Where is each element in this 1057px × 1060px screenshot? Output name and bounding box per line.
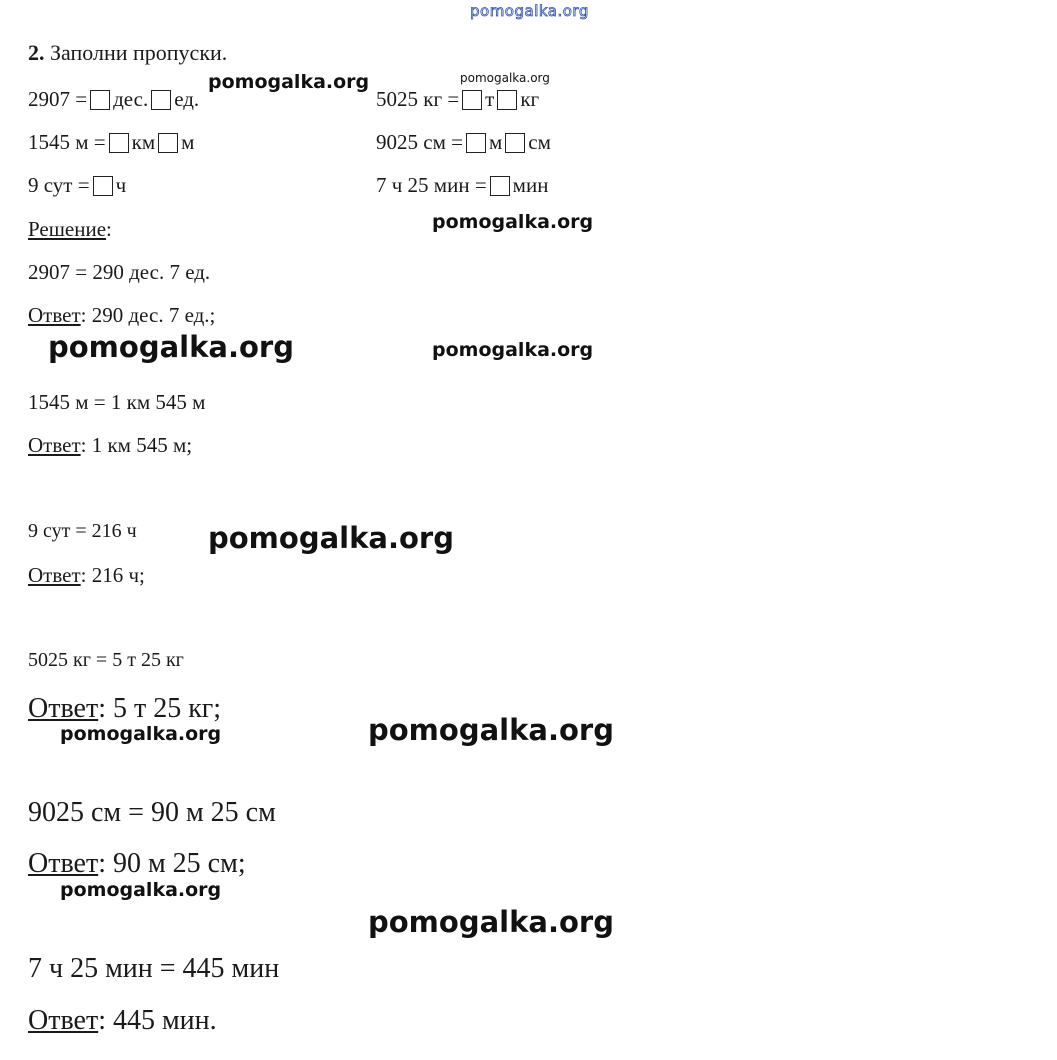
exercise-left: 5025 кг =	[376, 87, 460, 111]
answer-label: Ответ	[28, 693, 99, 724]
answer-label: Ответ	[28, 433, 81, 457]
unit-label: кг	[520, 87, 540, 111]
answer-value: : 290 дес. 7 ед.;	[80, 303, 216, 327]
unit-label: м	[181, 130, 195, 154]
task-heading	[28, 40, 227, 66]
answer-label: Ответ	[28, 848, 99, 879]
answer-value: : 216 ч;	[80, 563, 145, 587]
exercise-left: 9025 см =	[376, 130, 463, 154]
answer-box[interactable]	[90, 90, 110, 110]
answer-label: Ответ	[28, 303, 81, 327]
exercise-row	[376, 173, 548, 198]
answer-line	[28, 303, 215, 328]
unit-label: м	[488, 130, 503, 154]
answer-line	[28, 848, 246, 880]
solution-equation: 2907 = 290 дес. 7 ед.	[28, 260, 211, 284]
exercise-row	[28, 130, 194, 155]
unit-label: мин	[512, 173, 549, 197]
answer-line	[28, 693, 221, 725]
watermark: pomogalka.org	[60, 879, 222, 901]
exercise-row	[376, 130, 551, 155]
answer-label: Ответ	[28, 563, 81, 587]
watermark: pomogalka.org	[60, 723, 222, 745]
unit-label: дес.	[113, 87, 149, 111]
watermark: pomogalka.org	[208, 521, 454, 555]
answer-box[interactable]	[505, 133, 525, 153]
watermark: pomogalka.org	[432, 211, 594, 233]
solution-equation: 9 сут = 216 ч	[28, 520, 137, 542]
unit-label: т	[485, 87, 495, 111]
watermark: pomogalka.org	[460, 71, 550, 85]
exercise-left: 1545 м =	[28, 130, 106, 154]
answer-box[interactable]	[151, 90, 171, 110]
answer-box[interactable]	[497, 90, 517, 110]
answer-box[interactable]	[490, 176, 510, 196]
task-title: Заполни пропуски.	[50, 40, 228, 65]
exercise-left: 9 сут =	[28, 173, 90, 197]
answer-value: : 5 т 25 кг;	[98, 693, 222, 724]
answer-box[interactable]	[466, 133, 486, 153]
watermark: pomogalka.org	[48, 330, 294, 364]
watermark: pomogalka.org	[368, 713, 614, 747]
solution-equation: 9025 см = 90 м 25 см	[28, 797, 276, 828]
watermark: pomogalka.org	[368, 905, 614, 939]
solution-label: Решение	[28, 217, 107, 241]
task-number: 2.	[28, 40, 45, 65]
watermark: pomogalka.org	[208, 71, 370, 93]
exercise-left: 7 ч 25 мин =	[376, 173, 487, 197]
answer-value: : 445 мин.	[98, 1005, 217, 1036]
solution-equation: 5025 кг = 5 т 25 кг	[28, 649, 184, 671]
answer-value: : 90 м 25 см;	[98, 848, 246, 879]
unit-label: см	[528, 130, 551, 154]
exercise-row	[28, 173, 126, 198]
exercise-row	[28, 87, 199, 112]
answer-box[interactable]	[462, 90, 482, 110]
solution-equation: 7 ч 25 мин = 445 мин	[28, 953, 280, 984]
answer-value: : 1 км 545 м;	[80, 433, 193, 457]
answer-box[interactable]	[109, 133, 129, 153]
solution-heading	[28, 217, 112, 242]
exercise-left: 2907 =	[28, 87, 88, 111]
top-watermark: pomogalka.org	[470, 2, 589, 20]
solution-colon: :	[106, 217, 112, 241]
answer-line	[28, 563, 145, 588]
answer-line	[28, 1005, 217, 1037]
unit-label: ед.	[174, 87, 200, 111]
exercise-row	[376, 87, 539, 112]
watermark: pomogalka.org	[432, 339, 594, 361]
solution-equation: 1545 м = 1 км 545 м	[28, 390, 206, 414]
answer-box[interactable]	[158, 133, 178, 153]
answer-label: Ответ	[28, 1005, 99, 1036]
answer-box[interactable]	[93, 176, 113, 196]
unit-label: ч	[115, 173, 127, 197]
answer-line	[28, 433, 192, 458]
unit-label: км	[131, 130, 156, 154]
